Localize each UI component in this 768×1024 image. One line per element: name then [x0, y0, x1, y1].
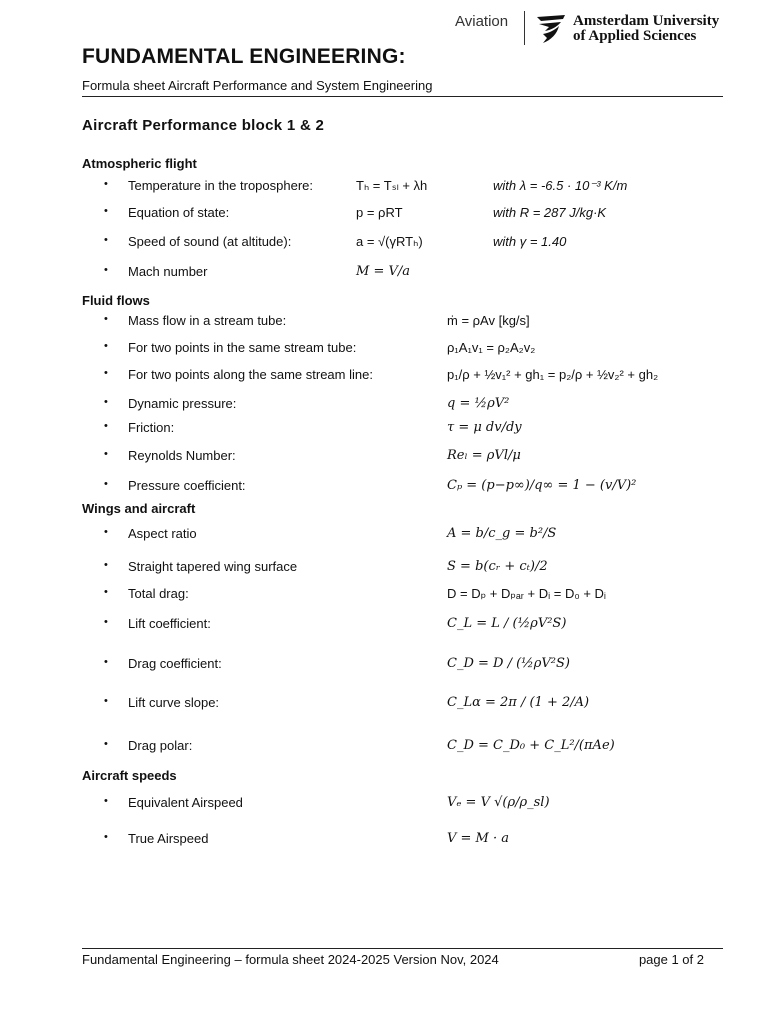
formula-expression: D = Dₚ + Dₚₐᵣ + Dᵢ = D₀ + Dᵢ	[447, 586, 606, 601]
formula-label: Lift coefficient:	[128, 616, 211, 631]
formula-label: Lift curve slope:	[128, 695, 220, 710]
formula-row-state	[82, 203, 728, 225]
formula-row-aspect-ratio	[82, 524, 728, 546]
formula-label: Total drag:	[128, 586, 189, 601]
formula-row-reynolds	[82, 446, 728, 468]
bullet: •	[104, 448, 108, 460]
formula-row-drag-coefficient	[82, 654, 728, 676]
university-line-2: of Applied Sciences	[573, 28, 697, 44]
page-title: FUNDAMENTAL ENGINEERING:	[82, 45, 406, 68]
formula-note: with R = 287 J/kg·K	[493, 205, 607, 220]
section-atmospheric-title: Atmospheric flight	[82, 156, 197, 171]
formula-label: Pressure coefficient:	[128, 478, 246, 493]
page-subtitle: Formula sheet Aircraft Performance and System Engineering	[82, 78, 433, 93]
formula-row-pressure-coefficient	[82, 476, 728, 498]
section-fluid-title: Fluid flows	[82, 293, 150, 308]
formula-label: Drag coefficient:	[128, 656, 222, 671]
footer-text: Fundamental Engineering – formula sheet 2024-2025 Version Nov, 2024	[82, 952, 499, 967]
formula-label: True Airspeed	[128, 831, 209, 846]
formula-note: with λ = -6.5 · 10⁻³ K/m	[493, 178, 628, 193]
formula-note: with γ = 1.40	[493, 234, 567, 249]
formula-row-equivalent-airspeed	[82, 793, 728, 815]
bullet: •	[104, 313, 108, 325]
formula-label: Reynolds Number:	[128, 448, 236, 463]
formula-row-true-airspeed	[82, 829, 728, 851]
formula-expression: C_L = L / (½ρV²S)	[447, 616, 567, 631]
bullet: •	[104, 178, 108, 190]
formula-expression: M = V/a	[356, 264, 410, 279]
formula-row-dynamic-pressure	[82, 394, 728, 416]
formula-row-stream-tube	[82, 338, 728, 360]
formula-label: Equation of state:	[128, 205, 230, 220]
bullet: •	[104, 264, 108, 276]
bullet: •	[104, 205, 108, 217]
bullet: •	[104, 526, 108, 538]
formula-expression: p = ρRT	[356, 205, 403, 220]
formula-row-friction	[82, 418, 728, 440]
formula-expression: p₁/ρ + ½v₁² + gh₁ = p₂/ρ + ½v₂² + gh₂	[447, 367, 659, 382]
formula-label: For two points along the same stream line:	[128, 367, 373, 382]
bullet: •	[104, 367, 108, 379]
formula-row-mach	[82, 262, 728, 284]
section-speeds-title: Aircraft speeds	[82, 768, 177, 783]
formula-label: Straight tapered wing surface	[128, 559, 298, 574]
formula-expression: Tₕ = Tₛₗ + λh	[356, 178, 428, 193]
aviation-label: Aviation	[455, 13, 509, 30]
header-divider	[524, 11, 525, 45]
formula-label: Mass flow in a stream tube:	[128, 313, 287, 328]
formula-expression: q = ½ρV²	[447, 396, 510, 411]
bullet: •	[104, 586, 108, 598]
formula-label: Speed of sound (at altitude):	[128, 234, 292, 249]
formula-row-wing-surface	[82, 557, 728, 579]
formula-row-total-drag	[82, 584, 728, 606]
formula-row-drag-polar	[82, 736, 728, 758]
page-number: page 1 of 2	[638, 952, 704, 967]
bullet: •	[104, 831, 108, 843]
formula-expression: a = √(γRTₕ)	[356, 234, 423, 249]
formula-expression: Cₚ = (p−p∞)/q∞ = 1 − (v/V)²	[447, 478, 637, 493]
bullet: •	[104, 478, 108, 490]
footer-rule	[82, 948, 723, 949]
formula-expression: A = b/c_g = b²/S	[447, 526, 557, 541]
formula-expression: Reₗ = ρVl/μ	[447, 448, 521, 463]
formula-row-stream-line	[82, 365, 728, 387]
formula-label: Drag polar:	[128, 738, 193, 753]
formula-row-lift-curve-slope	[82, 693, 728, 715]
formula-row-temperature	[82, 176, 728, 198]
formula-expression: Vₑ = V √(ρ/ρ_sl)	[447, 795, 550, 810]
formula-label: Dynamic pressure:	[128, 396, 237, 411]
bullet: •	[104, 559, 108, 571]
formula-label: Aspect ratio	[128, 526, 197, 541]
formula-label: Mach number	[128, 264, 208, 279]
bullet: •	[104, 695, 108, 707]
bullet: •	[104, 656, 108, 668]
university-line-1: Amsterdam University	[573, 13, 720, 29]
formula-row-massflow	[82, 311, 728, 333]
section-wings-title: Wings and aircraft	[82, 501, 196, 516]
formula-expression: V = M · a	[447, 831, 510, 846]
formula-row-sound	[82, 232, 728, 254]
university-name	[573, 14, 719, 44]
formula-expression: C_D = C_D₀ + C_L²/(πAe)	[447, 738, 615, 753]
block-title: Aircraft Performance block 1 & 2	[82, 117, 325, 134]
formula-row-lift-coefficient	[82, 614, 728, 636]
formula-expression: S = b(cᵣ + cₜ)/2	[447, 559, 548, 574]
bullet: •	[104, 234, 108, 246]
bullet: •	[104, 795, 108, 807]
bullet: •	[104, 616, 108, 628]
university-logo-icon	[535, 13, 569, 45]
bullet: •	[104, 420, 108, 432]
formula-expression: C_Lα = 2π / (1 + 2/A)	[447, 695, 590, 710]
header-rule	[82, 96, 723, 97]
formula-expression: C_D = D / (½ρV²S)	[447, 656, 570, 671]
formula-label: Temperature in the troposphere:	[128, 178, 313, 193]
formula-label: Equivalent Airspeed	[128, 795, 243, 810]
bullet: •	[104, 396, 108, 408]
formula-expression: ṁ = ρAv [kg/s]	[447, 313, 530, 328]
formula-label: For two points in the same stream tube:	[128, 340, 357, 355]
formula-expression: ρ₁A₁v₁ = ρ₂A₂v₂	[447, 340, 536, 355]
formula-label: Friction:	[128, 420, 175, 435]
formula-expression: τ = μ dv/dy	[447, 420, 522, 435]
bullet: •	[104, 738, 108, 750]
bullet: •	[104, 340, 108, 352]
